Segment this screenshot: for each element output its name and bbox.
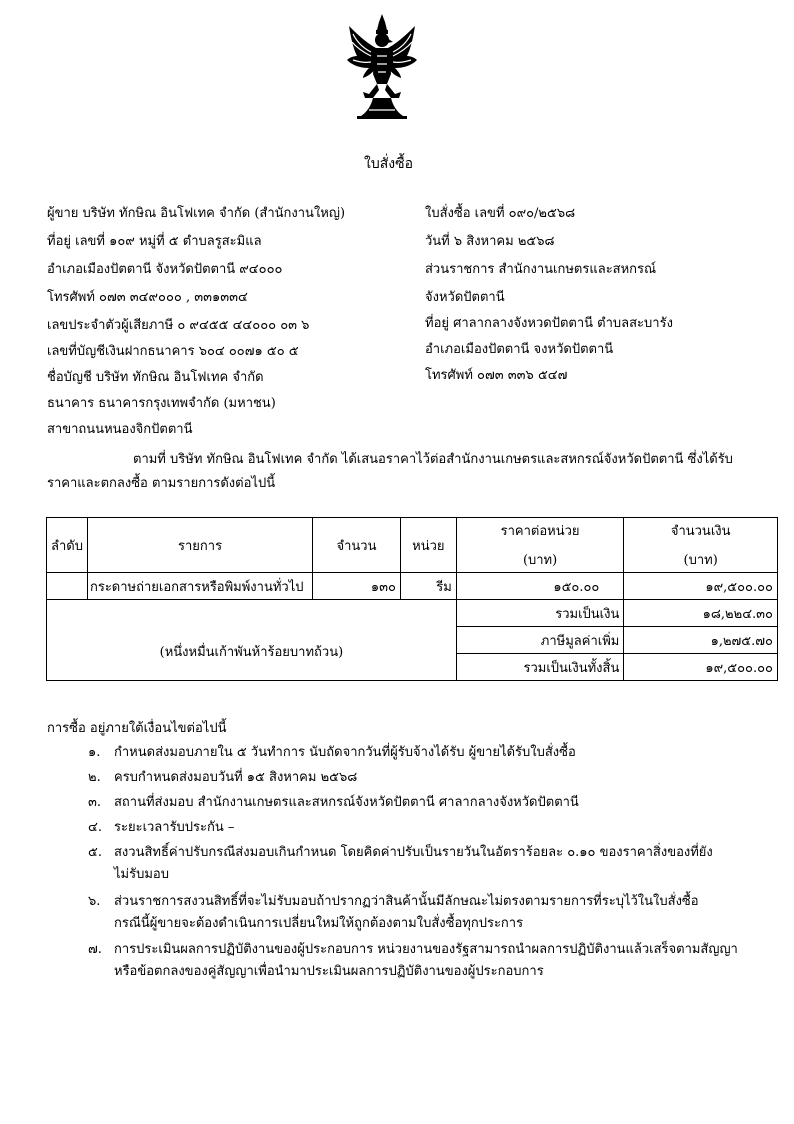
condition-text: การประเมินผลการปฏิบัติงานของผู้ประกอบการ หน่วยงานของรัฐสามารถนำผลการปฏิบัติงานแล้วเสร็จตามสัญญา <box>114 942 738 957</box>
condition-number: ๔. <box>88 820 102 835</box>
seller-bank: ธนาคาร ธนาคารกรุงเทพจำกัด (มหาชน) <box>47 396 276 411</box>
order-province: จังหวัดปัตตานี <box>425 290 505 305</box>
seller-tax-id: เลขประจำตัวผู้เสียภาษี ๐ ๙๔๕๕ ๔๔๐๐๐ ๐๓ ๖ <box>47 318 310 333</box>
seller-address-line1: ที่อยู่ เลขที่ ๑๐๙ หมู่ที่ ๕ ตำบลรูสะมิแล <box>47 234 262 249</box>
header-price-line1: ราคาต่อหน่วย <box>500 524 580 539</box>
order-phone: โทรศัพท์ ๐๗๓ ๓๓๖ ๕๔๗ <box>425 368 568 383</box>
condition-number: ๒. <box>88 770 101 785</box>
amount-in-words: (หนึ่งหมื่นเก้าพันห้าร้อยบาทถ้วน) <box>47 600 457 681</box>
order-date: วันที่ ๖ สิงหาคม ๒๕๖๘ <box>425 234 555 249</box>
seller-phone: โทรศัพท์ ๐๗๓ ๓๔๙๐๐๐ , ๓๓๑๓๓๔ <box>47 290 248 305</box>
row-unit: รีม <box>400 573 456 600</box>
condition-text-cont: กรณีนี้ผู้ขายจะต้องดำเนินการเปลี่ยนใหม่ให้ถูกต้องตามใบสั่งซื้อทุกประการ <box>114 916 524 931</box>
row-item: กระดาษถ่ายเอกสารหรือพิมพ์งานทั่วไป <box>87 573 312 600</box>
condition-text-cont: ไม่รับมอบ <box>114 867 169 882</box>
condition-number: ๑. <box>88 745 101 760</box>
document-title: ใบสั่งซื้อ <box>364 156 414 172</box>
order-agency: ส่วนราชการ สำนักงานเกษตรและสหกรณ์ <box>425 262 657 277</box>
subtotal-label: รวมเป็นเงิน <box>456 600 624 627</box>
row-qty: ๑๓๐ <box>313 573 401 600</box>
vat-label: ภาษีมูลค่าเพิ่ม <box>456 627 624 654</box>
subtotal-value: ๑๘,๒๒๔.๓๐ <box>624 600 778 627</box>
condition-number: ๕. <box>88 845 102 860</box>
header-price <box>456 518 624 573</box>
header-amount <box>624 518 778 573</box>
seller-name: ผู้ขาย บริษัท ทักษิณ อินโฟเทค จำกัด (สำนักงานใหญ่) <box>47 206 346 221</box>
header-qty: จำนวน <box>313 518 401 573</box>
row-price: ๑๕๐.๐๐ <box>456 573 624 600</box>
header-price-line2: (บาท) <box>522 553 558 568</box>
vat-value: ๑,๒๗๕.๗๐ <box>624 627 778 654</box>
condition-number: ๓. <box>88 795 102 810</box>
header-no: ลำดับ <box>47 518 88 573</box>
total-label: รวมเป็นเงินทั้งสิ้น <box>456 654 624 681</box>
header-item: รายการ <box>87 518 312 573</box>
condition-text-cont: หรือข้อตกลงของคู่สัญญาเพื่อนำมาประเมินผลการปฏิบัติงานของผู้ประกอบการ <box>114 964 544 979</box>
header-unit: หน่วย <box>400 518 456 573</box>
condition-text: สงวนสิทธิ์ค่าปรับกรณีส่งมอบเกินกำหนด โดยคิดค่าปรับเป็นรายวันในอัตราร้อยละ ๐.๑๐ ของราคาสิ่งของที่ยัง <box>114 845 713 860</box>
header-amount-line2: (บาท) <box>683 553 718 568</box>
condition-number: ๗. <box>88 942 102 957</box>
intro-line2: ราคาและตกลงซื้อ ตามรายการดังต่อไปนี้ <box>47 476 276 491</box>
condition-text: ระยะเวลารับประกัน – <box>114 820 235 835</box>
seller-bank-account: เลขที่บัญชีเงินฝากธนาคาร ๖๐๔ ๐๐๗๑ ๕๐ ๕ <box>47 344 299 359</box>
order-address-line2: อำเภอเมืองปัตตานี จงหวัดปัตตานี <box>425 342 614 357</box>
order-address-line1: ที่อยู่ ศาลากลางจังหวดปัตตานี ตำบลสะบารัง <box>425 316 673 331</box>
header-amount-line1: จำนวนเงิน <box>670 524 731 539</box>
total-value: ๑๙,๕๐๐.๐๐ <box>624 654 778 681</box>
condition-number: ๖. <box>88 894 101 909</box>
conditions-title: การซื้อ อยู่ภายใต้เงื่อนไขต่อไปนี้ <box>47 721 227 736</box>
seller-branch: สาขาถนนหนองจิกปัตตานี <box>47 422 193 437</box>
condition-text: ครบกำหนดส่งมอบวันที่ ๑๕ สิงหาคม ๒๕๖๘ <box>114 770 358 785</box>
row-amount: ๑๙,๕๐๐.๐๐ <box>624 573 778 600</box>
condition-text: สถานที่ส่งมอบ สำนักงานเกษตรและสหกรณ์จังหวัดปัตตานี ศาลากลางจังหวัดปัตตานี <box>114 795 579 810</box>
subtotal-row <box>47 600 778 627</box>
table-header-row <box>47 518 778 573</box>
condition-text: ส่วนราชการสงวนสิทธิ์ที่จะไม่รับมอบถ้าปรากฏว่าสินค้านั้นมีลักษณะไม่ตรงตามรายการที่ระบุไว้ในใบสั่งซื้อ <box>114 894 699 909</box>
intro-line1: ตามที่ บริษัท ทักษิณ อินโฟเทค จำกัด ได้เสนอราคาไว้ต่อสำนักงานเกษตรและสหกรณ์จังหวัดปัตตานี ซึ่งได้รับ <box>133 452 733 467</box>
seller-account-name: ชื่อบัญชี บริษัท ทักษิณ อินโฟเทค จำกัด <box>47 370 264 385</box>
row-no <box>47 573 88 600</box>
condition-text: กำหนดส่งมอบภายใน ๕ วันทำการ นับถัดจากวันที่ผู้รับจ้างได้รับ ผู้ขายได้รับใบสั่งซื้อ <box>114 745 576 760</box>
seller-address-line2: อำเภอเมืองปัตตานี จังหวัดปัตตานี ๙๔๐๐๐ <box>47 262 283 277</box>
table-row <box>47 573 778 600</box>
items-table <box>46 517 778 681</box>
order-number: ใบสั่งซื้อ เลขที่ ๐๙๐/๒๕๖๘ <box>425 206 576 221</box>
garuda-emblem-icon <box>343 12 421 120</box>
